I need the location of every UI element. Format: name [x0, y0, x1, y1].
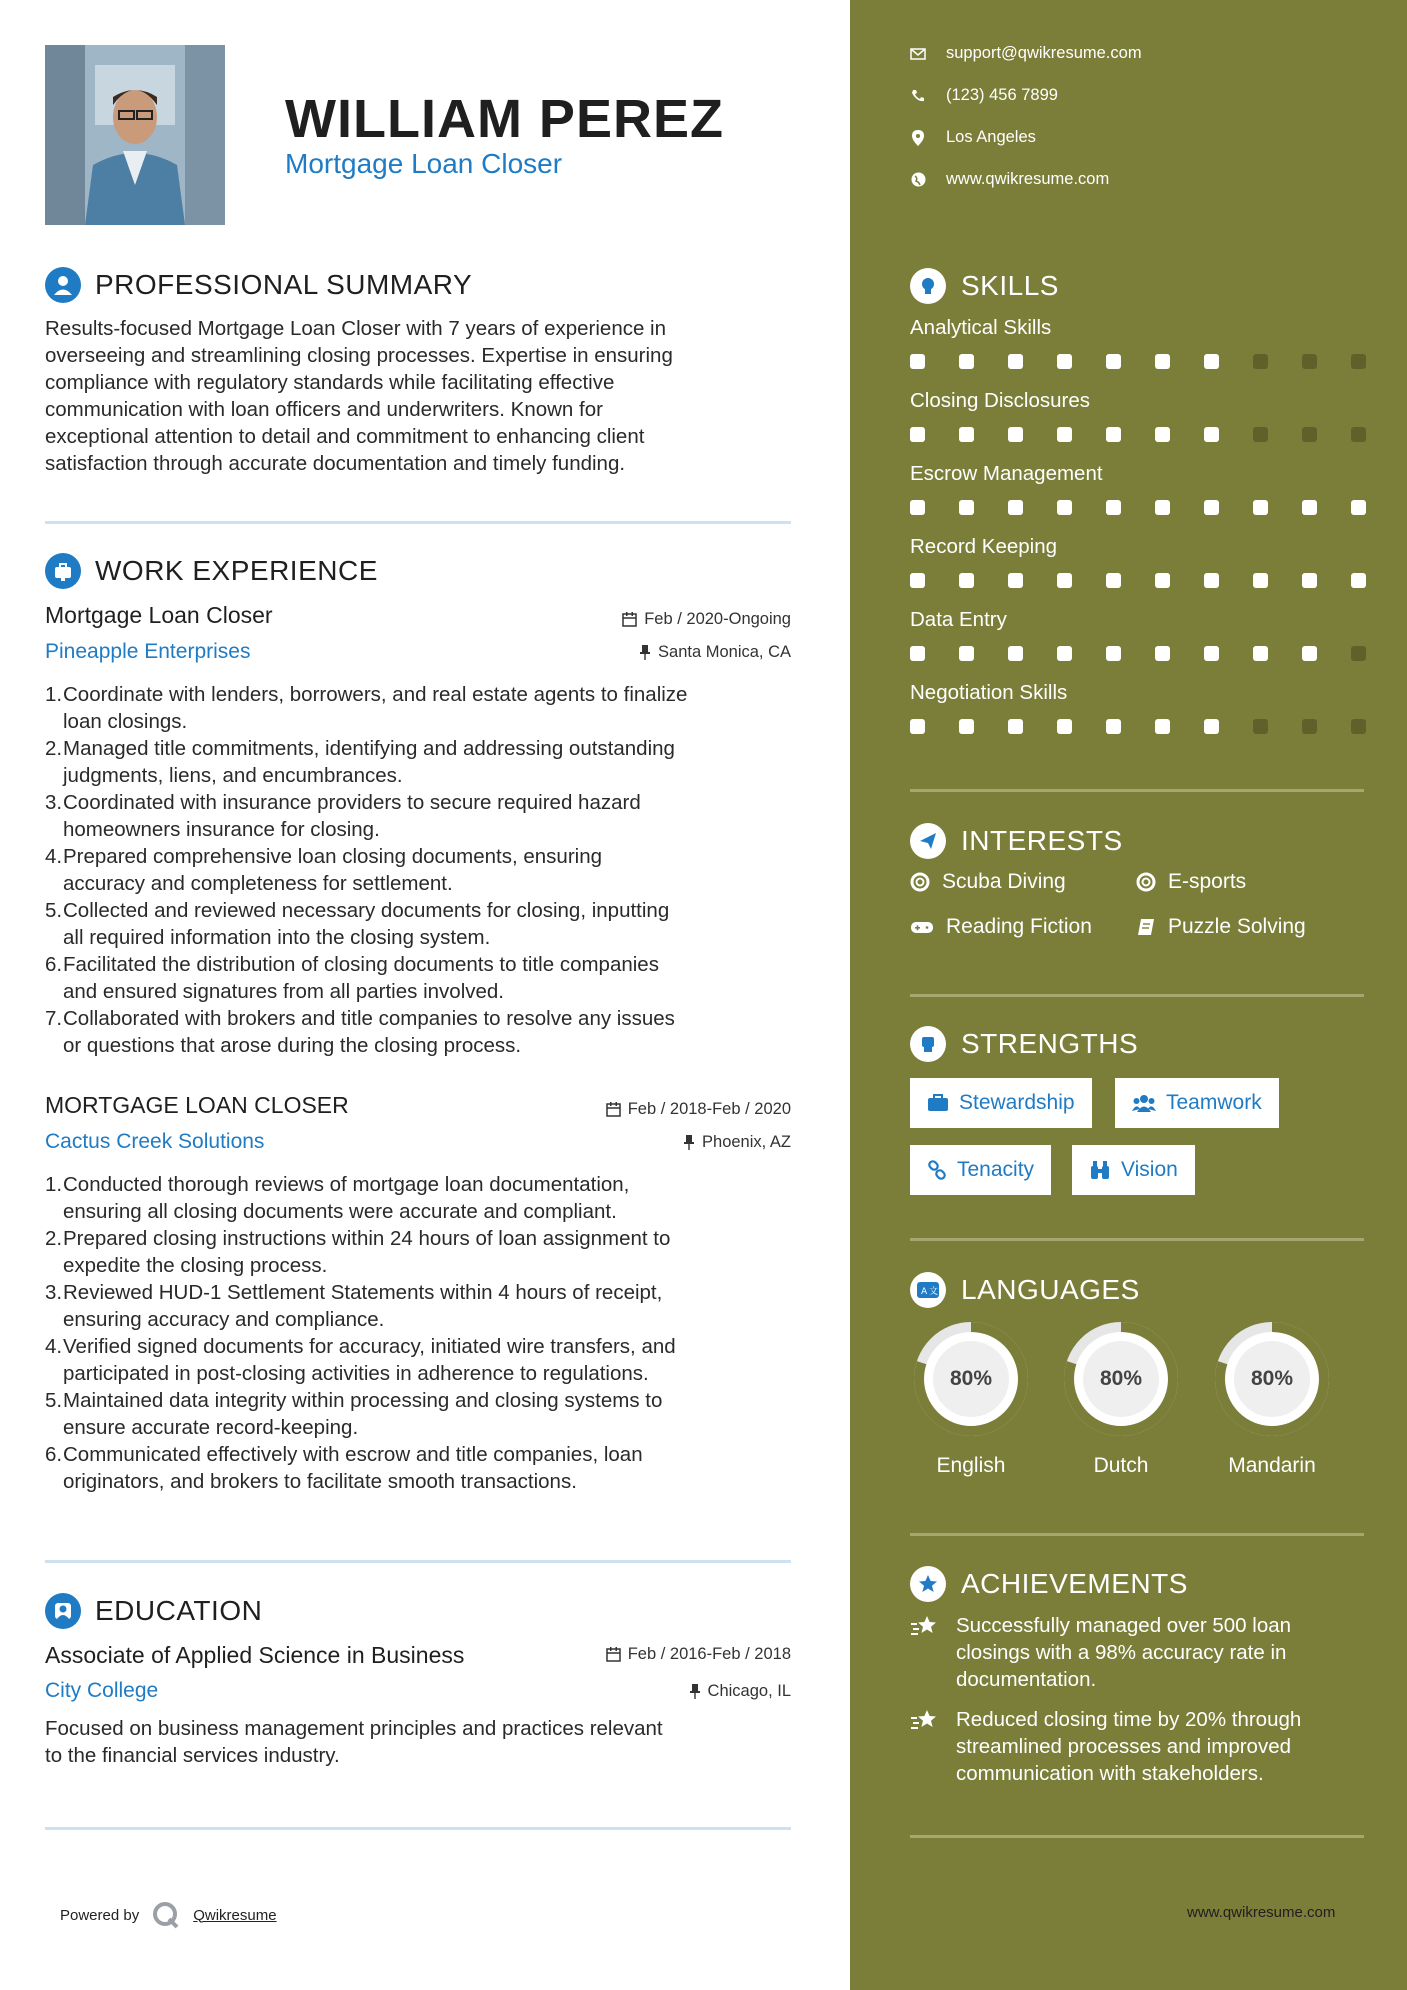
book-icon	[1136, 917, 1156, 937]
achievement-item: Reduced closing time by 20% through streamlined processes and improved communication with stakeholders.	[910, 1706, 1360, 1787]
skill-dot	[1253, 427, 1268, 442]
skill-dot	[1351, 719, 1366, 734]
job-location: Santa Monica, CA	[639, 643, 791, 662]
paper-plane-icon	[910, 823, 946, 859]
skill-dot	[1253, 500, 1268, 515]
interests-heading	[910, 823, 1123, 859]
skill-dot	[1253, 646, 1268, 661]
skill-dot	[1351, 500, 1366, 515]
list-item: 2. Prepared closing instructions within 24 hours of loan assignment to expedite the closing process.	[45, 1227, 671, 1277]
envelope-icon	[910, 46, 926, 62]
list-item: 5. Collected and reviewed necessary documents for closing, inputting all required information into the closing system.	[45, 899, 670, 949]
list-item: 7. Collaborated with brokers and title companies to resolve any issues or questions that arose during the closing process.	[45, 1007, 675, 1057]
lightbulb-icon	[910, 268, 946, 304]
list-item: 3. Reviewed HUD-1 Settlement Statements within 4 hours of receipt, ensuring accuracy and compliance.	[45, 1281, 663, 1331]
skill-dot	[959, 427, 974, 442]
interests-title: INTERESTS	[961, 825, 1123, 856]
job-dates: Feb / 2020-Ongoing	[622, 610, 791, 629]
skill-dot	[910, 646, 925, 661]
skill-rating	[910, 427, 1366, 442]
language-ring	[910, 1318, 1032, 1440]
language-ring	[1211, 1318, 1333, 1440]
skill-rating	[910, 646, 1366, 661]
degree: Associate of Applied Science in Business	[45, 1642, 465, 1668]
pin-icon	[689, 1684, 701, 1699]
link-icon	[927, 1160, 947, 1180]
skill-dot	[1155, 354, 1170, 369]
list-item: 6. Communicated effectively with escrow and title companies, loan originators, and brokers to facilitate smooth transactions.	[45, 1443, 643, 1493]
list-item: 4. Prepared comprehensive loan closing documents, ensuring accuracy and completeness for settlement.	[45, 845, 603, 895]
skill-name: Closing Disclosures	[910, 389, 1091, 412]
skill-dot	[959, 719, 974, 734]
skill-dot	[1155, 719, 1170, 734]
skill-dot	[1057, 719, 1072, 734]
skills-heading	[910, 268, 1059, 304]
contact-website[interactable]: www.qwikresume.com	[910, 170, 1109, 189]
skill-dot	[1302, 719, 1317, 734]
summary-title: PROFESSIONAL SUMMARY	[95, 269, 473, 300]
skill-dot	[1302, 427, 1317, 442]
skill-dot	[1302, 646, 1317, 661]
education-title: EDUCATION	[95, 1595, 263, 1626]
skill-dot	[1351, 354, 1366, 369]
skill-dot	[1351, 646, 1366, 661]
calendar-icon	[622, 612, 637, 627]
skill-dot	[910, 354, 925, 369]
language-percent: 80%	[1250, 1367, 1294, 1390]
list-item: 1. Conducted thorough reviews of mortgage loan documentation, ensuring all closing documents were accurate and compliant.	[45, 1173, 630, 1223]
binoculars-icon	[1089, 1160, 1111, 1180]
language-item	[1060, 1318, 1182, 1478]
calendar-icon	[606, 1647, 621, 1662]
experience-title: WORK EXPERIENCE	[95, 555, 378, 586]
education-description: Focused on business management principles and practices relevant to the financial services industry.	[45, 1717, 663, 1767]
language-name: Dutch	[1093, 1454, 1149, 1477]
strength-chip: Teamwork	[1115, 1078, 1279, 1128]
strength-chip: Vision	[1072, 1145, 1195, 1195]
skill-dot	[1008, 646, 1023, 661]
skill-name: Record Keeping	[910, 535, 1058, 558]
skills-title: SKILLS	[961, 270, 1059, 301]
language-item	[1211, 1318, 1333, 1478]
qwikresume-logo-icon	[151, 1900, 181, 1930]
job-company: Pineapple Enterprises	[45, 640, 251, 663]
skill-dot	[1106, 573, 1121, 588]
strengths-title: STRENGTHS	[961, 1028, 1139, 1059]
strengths-heading	[910, 1026, 1138, 1062]
skill-name: Negotiation Skills	[910, 681, 1068, 704]
fist-icon	[910, 1026, 946, 1062]
strength-chip: Tenacity	[910, 1145, 1051, 1195]
languages-title: LANGUAGES	[961, 1274, 1140, 1305]
achievement-item: Successfully managed over 500 loan closings with a 98% accuracy rate in documentation.	[910, 1612, 1360, 1693]
star-icon	[910, 1612, 942, 1693]
skill-dot	[1204, 646, 1219, 661]
life-ring-icon	[1136, 872, 1156, 892]
contact-email[interactable]: support@qwikresume.com	[910, 44, 1142, 63]
list-item: 6. Facilitated the distribution of closing documents to title companies and ensured signatures from all parties involved.	[45, 953, 659, 1003]
job-company: Cactus Creek Solutions	[45, 1130, 265, 1153]
map-marker-icon	[910, 130, 926, 146]
skill-dot	[1008, 500, 1023, 515]
translate-icon	[910, 1272, 946, 1308]
skill-name: Escrow Management	[910, 462, 1103, 485]
users-icon	[1132, 1094, 1156, 1112]
contact-location: Los Angeles	[910, 128, 1036, 147]
skill-dot	[1008, 719, 1023, 734]
divider	[45, 1560, 791, 1563]
skill-dot	[1008, 573, 1023, 588]
skill-dot	[1106, 354, 1121, 369]
divider	[910, 789, 1364, 792]
achievements-title: ACHIEVEMENTS	[961, 1568, 1188, 1599]
language-name: English	[936, 1454, 1006, 1477]
summary-text: Results-focused Mortgage Loan Closer with 7 years of experience in overseeing and streamlining closing processes. Expertise in ensuring compliance with regulatory standards while facilitating effective communication with loan officers and underwriters. Known for exceptional attention to detail and commitment to enhancing client satisfaction through accurate documentation and timely funding.	[45, 317, 673, 475]
list-item: 3. Coordinated with insurance providers to secure required hazard homeowners insurance for closing.	[45, 791, 641, 841]
skill-dot	[1253, 573, 1268, 588]
phone-icon	[910, 88, 926, 104]
summary-heading	[45, 267, 472, 303]
job-bullets	[45, 681, 795, 1059]
svg-text:文: 文	[929, 1287, 939, 1297]
pin-icon	[683, 1135, 695, 1150]
language-item	[910, 1318, 1032, 1478]
skill-dot	[1008, 427, 1023, 442]
calendar-icon	[606, 1102, 621, 1117]
skill-dot	[1106, 500, 1121, 515]
job-title: MORTGAGE LOAN CLOSER	[45, 1092, 349, 1118]
achievements-heading	[910, 1566, 1188, 1602]
skill-rating	[910, 354, 1366, 369]
skill-dot	[910, 573, 925, 588]
skill-dot	[959, 354, 974, 369]
list-item: 4. Verified signed documents for accuracy, initiated wire transfers, and participated in post-closing activities in adherence to regulations.	[45, 1335, 676, 1385]
skill-rating	[910, 500, 1366, 515]
education-dates: Feb / 2016-Feb / 2018	[606, 1645, 791, 1664]
skill-name: Analytical Skills	[910, 316, 1052, 339]
skill-dot	[1204, 427, 1219, 442]
education-location: Chicago, IL	[689, 1682, 791, 1701]
interest-item: E-sports	[1136, 870, 1246, 894]
interest-item: Puzzle Solving	[1136, 915, 1306, 939]
skill-dot	[1106, 427, 1121, 442]
strength-chip: Stewardship	[910, 1078, 1092, 1128]
skill-rating	[910, 573, 1366, 588]
skill-dot	[959, 646, 974, 661]
contact-phone[interactable]: (123) 456 7899	[910, 86, 1058, 105]
briefcase-icon	[927, 1094, 949, 1112]
skill-name: Data Entry	[910, 608, 1007, 631]
skill-dot	[1057, 573, 1072, 588]
list-item: 2. Managed title commitments, identifying and addressing outstanding judgments, liens, and encumbrances.	[45, 737, 675, 787]
divider	[45, 521, 791, 524]
skill-dot	[1155, 573, 1170, 588]
school: City College	[45, 1679, 159, 1702]
skill-dot	[1204, 500, 1219, 515]
skill-dot	[1302, 500, 1317, 515]
skill-dot	[1057, 646, 1072, 661]
skill-rating	[910, 719, 1366, 734]
skill-dot	[1155, 500, 1170, 515]
job-dates: Feb / 2018-Feb / 2020	[606, 1100, 791, 1119]
divider	[910, 1835, 1364, 1838]
interest-item: Scuba Diving	[910, 870, 1066, 894]
candidate-role: Mortgage Loan Closer	[285, 148, 563, 179]
skill-dot	[1351, 573, 1366, 588]
skill-dot	[959, 500, 974, 515]
education-heading	[45, 1593, 262, 1629]
skill-dot	[1057, 354, 1072, 369]
skill-dot	[1204, 573, 1219, 588]
language-percent: 80%	[949, 1367, 993, 1390]
powered-by	[60, 1900, 277, 1930]
skill-dot	[1155, 646, 1170, 661]
job-location: Phoenix, AZ	[683, 1133, 791, 1152]
star-icon	[910, 1706, 942, 1787]
skill-dot	[1106, 719, 1121, 734]
skill-dot	[1351, 427, 1366, 442]
skill-dot	[1204, 354, 1219, 369]
graduate-icon	[45, 1593, 81, 1629]
experience-heading	[45, 553, 378, 589]
skill-dot	[1155, 427, 1170, 442]
skill-dot	[1057, 427, 1072, 442]
svg-text:A: A	[921, 1287, 928, 1297]
skill-dot	[1253, 719, 1268, 734]
list-item: 1. Coordinate with lenders, borrowers, and real estate agents to finalize loan closings.	[45, 683, 688, 733]
divider	[45, 1827, 791, 1830]
skill-dot	[1204, 719, 1219, 734]
footer-website[interactable]: www.qwikresume.com	[1187, 1904, 1336, 1921]
language-name: Mandarin	[1228, 1454, 1316, 1477]
candidate-name: WILLIAM PEREZ	[285, 89, 724, 149]
skill-dot	[910, 427, 925, 442]
job-title: Mortgage Loan Closer	[45, 602, 273, 628]
skill-dot	[910, 500, 925, 515]
skill-dot	[1302, 354, 1317, 369]
language-percent: 80%	[1099, 1367, 1143, 1390]
globe-icon	[910, 172, 926, 188]
briefcase-icon	[45, 553, 81, 589]
job-bullets	[45, 1171, 795, 1495]
skill-dot	[1106, 646, 1121, 661]
skill-dot	[1008, 354, 1023, 369]
divider	[910, 1238, 1364, 1241]
list-item: 5. Maintained data integrity within processing and closing systems to ensure accurate record-keeping.	[45, 1389, 663, 1439]
gamepad-icon	[910, 919, 934, 935]
star-badge-icon	[910, 1566, 946, 1602]
skill-dot	[910, 719, 925, 734]
pin-icon	[639, 645, 651, 660]
skill-dot	[1253, 354, 1268, 369]
profile-photo	[45, 45, 225, 225]
user-icon	[45, 267, 81, 303]
divider	[910, 1533, 1364, 1536]
languages-heading	[910, 1272, 1140, 1308]
skill-dot	[959, 573, 974, 588]
life-ring-icon	[910, 872, 930, 892]
skill-dot	[1302, 573, 1317, 588]
interest-item: Reading Fiction	[910, 915, 1092, 939]
divider	[910, 994, 1364, 997]
powered-by-label: Powered by	[60, 1906, 140, 1924]
qwikresume-link[interactable]: Qwikresume	[193, 1906, 277, 1924]
language-ring	[1060, 1318, 1182, 1440]
skill-dot	[1057, 500, 1072, 515]
